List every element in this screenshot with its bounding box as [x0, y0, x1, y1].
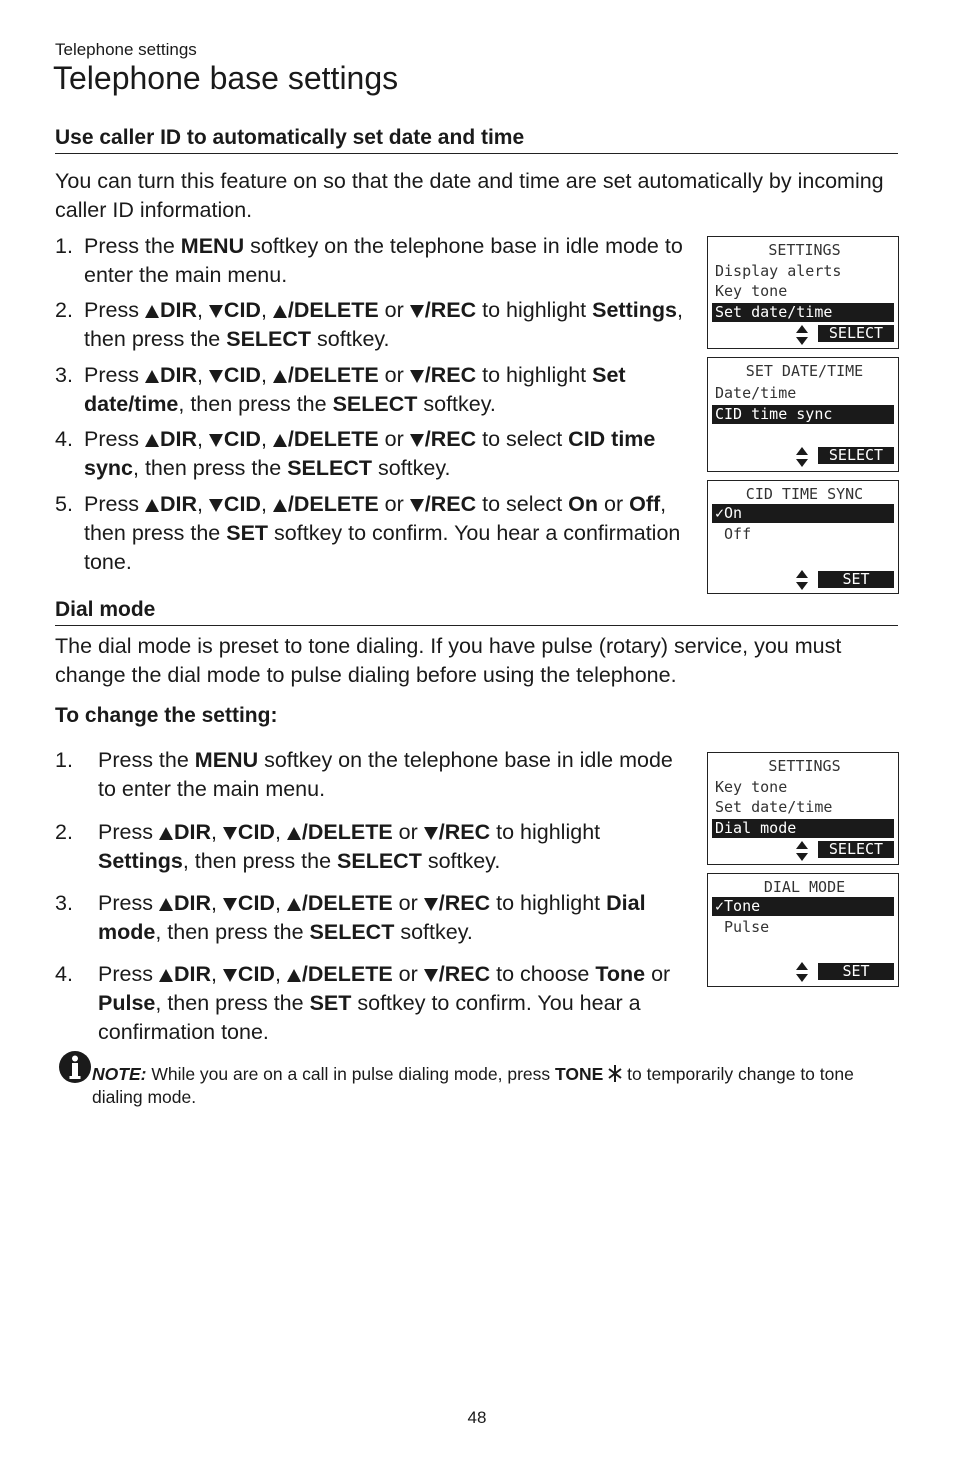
lcd-line-highlighted: Set date/time [712, 303, 894, 322]
step-number: 4. [55, 427, 73, 451]
down-arrow-icon [410, 305, 424, 318]
step-text: Press DIR, CID, /DELETE or /REC to select CID time sync, then press the SELECT softkey. [84, 427, 656, 480]
lcd-screen-cid-time-sync [707, 480, 899, 594]
step-text: Press the MENU softkey on the telephone base in idle mode to enter the main menu. [84, 234, 683, 287]
step-text: Press DIR, CID, /DELETE or /REC to highlight Settings, then press the SELECT softkey. [84, 298, 683, 351]
lcd-title: DIAL MODE [763, 878, 846, 896]
lcd-screen-settings [707, 236, 899, 349]
scroll-arrows-icon [796, 447, 808, 467]
step-number: 4. [55, 962, 73, 986]
tone-star-icon [608, 1065, 622, 1082]
step-number: 1. [55, 748, 73, 772]
lcd-line-highlighted: Dial mode [712, 819, 894, 838]
step-text: Press DIR, CID, /DELETE or /REC to highlight Set date/time, then press the SELECT softkey. [84, 363, 626, 416]
down-arrow-icon [223, 827, 237, 840]
down-arrow-icon [209, 370, 223, 383]
up-arrow-icon [159, 969, 173, 982]
step-text: Press DIR, CID, /DELETE or /REC to choose Tone or Pulse, then press the SET softkey to confirm. You hear a confirmation tone. [98, 962, 671, 1044]
up-arrow-icon [145, 305, 159, 318]
page-number: 48 [467, 1408, 487, 1427]
up-arrow-icon [159, 898, 173, 911]
down-arrow-icon [410, 434, 424, 447]
lcd-softkey: SET [818, 963, 894, 980]
lcd-line: Pulse [715, 918, 770, 936]
down-arrow-icon [223, 898, 237, 911]
down-arrow-icon [410, 499, 424, 512]
lcd-line: Set date/time [715, 798, 833, 816]
down-arrow-icon [424, 827, 438, 840]
lcd-title: SET DATE/TIME [745, 362, 864, 380]
up-arrow-icon [287, 898, 301, 911]
step-text: Press DIR, CID, /DELETE or /REC to highlight Dial mode, then press the SELECT softkey. [98, 891, 646, 944]
down-arrow-icon [223, 969, 237, 982]
up-arrow-icon [145, 434, 159, 447]
up-arrow-icon [273, 434, 287, 447]
lcd-line: Date/time [715, 384, 797, 402]
scroll-arrows-icon [796, 841, 808, 861]
step-number: 5. [55, 492, 73, 516]
step-number: 2. [55, 298, 73, 322]
up-arrow-icon [273, 499, 287, 512]
lcd-softkey: SELECT [818, 447, 894, 464]
down-arrow-icon [209, 434, 223, 447]
lcd-softkey: SET [818, 571, 894, 588]
lcd-screen-set-date-time [707, 357, 899, 472]
up-arrow-icon [273, 370, 287, 383]
lcd-screen-settings [707, 752, 899, 865]
step-number: 3. [55, 891, 73, 915]
info-icon [58, 1050, 92, 1084]
lcd-line: Off [715, 525, 752, 543]
scroll-arrows-icon [796, 325, 808, 345]
lcd-title: SETTINGS [768, 241, 841, 259]
lcd-line: Display alerts [715, 262, 842, 280]
down-arrow-icon [424, 969, 438, 982]
step-text: Press DIR, CID, /DELETE or /REC to select On or Off, then press the SET softkey to confirm. You hear a confirmation tone. [84, 492, 681, 574]
section-heading-dial-mode: Dial mode [55, 598, 898, 626]
up-arrow-icon [287, 969, 301, 982]
note-text: NOTE: While you are on a call in pulse dialing mode, press TONE to temporarily change to tone dialing mode. [92, 1064, 854, 1107]
lcd-softkey: SELECT [818, 325, 894, 342]
section-intro: The dial mode is preset to tone dialing. If you have pulse (rotary) service, you must change the dial mode to pulse dialing before using the telephone. [55, 634, 842, 687]
scroll-arrows-icon [796, 962, 808, 982]
section-heading-cid-sync: Use caller ID to automatically set date and time [55, 126, 898, 154]
lcd-screen-dial-mode [707, 873, 899, 987]
down-arrow-icon [424, 898, 438, 911]
scroll-arrows-icon [796, 570, 808, 590]
lcd-line: Key tone [715, 282, 788, 300]
up-arrow-icon [145, 499, 159, 512]
lcd-title: SETTINGS [768, 757, 841, 775]
step-text: Press DIR, CID, /DELETE or /REC to highlight Settings, then press the SELECT softkey. [98, 820, 601, 873]
lcd-line-highlighted: ✓On [712, 504, 894, 523]
up-arrow-icon [287, 827, 301, 840]
lcd-line-highlighted: ✓Tone [712, 897, 894, 916]
sub-heading: To change the setting: [55, 704, 278, 727]
section-intro: You can turn this feature on so that the date and time are set automatically by incoming caller ID information. [55, 169, 884, 222]
step-number: 2. [55, 820, 73, 844]
lcd-line: Key tone [715, 778, 788, 796]
up-arrow-icon [273, 305, 287, 318]
down-arrow-icon [209, 499, 223, 512]
lcd-softkey: SELECT [818, 841, 894, 858]
step-number: 3. [55, 363, 73, 387]
down-arrow-icon [209, 305, 223, 318]
up-arrow-icon [145, 370, 159, 383]
lcd-line-highlighted: CID time sync [712, 405, 894, 424]
breadcrumb: Telephone settings [55, 40, 197, 59]
lcd-title: CID TIME SYNC [745, 485, 864, 503]
up-arrow-icon [159, 827, 173, 840]
down-arrow-icon [410, 370, 424, 383]
page-title: Telephone base settings [53, 60, 399, 96]
step-number: 1. [55, 234, 73, 258]
step-text: Press the MENU softkey on the telephone base in idle mode to enter the main menu. [98, 748, 673, 801]
